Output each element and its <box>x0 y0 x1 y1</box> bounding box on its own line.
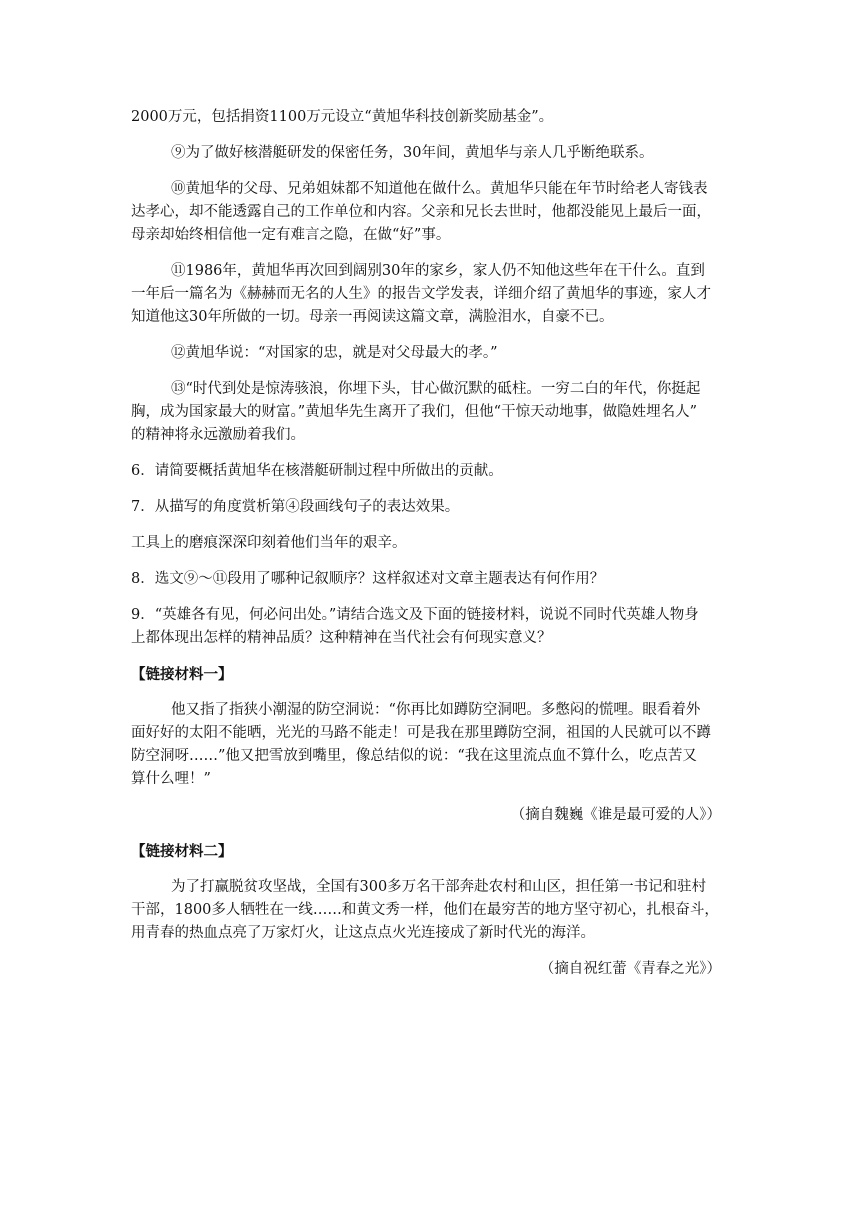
text-line: 工具上的磨痕深深印刻着他们当年的艰辛。 <box>131 535 407 551</box>
citation: （摘自祝红蕾《青春之光》） <box>539 961 721 977</box>
paragraph-9 <box>131 142 731 165</box>
text-line: 6．请简要概括黄旭华在核潜艇研制过程中所做出的贡献。 <box>131 463 503 479</box>
paragraph-12 <box>131 342 731 365</box>
text-line: 干部，1800多人牺牲在一线……和黄文秀一样，他们在最穷苦的地方坚守初心，扎根奋斗， <box>131 902 719 918</box>
text-line: 他又指了指狭小潮湿的防空洞说：“你再比如蹲防空洞吧。多憋闷的慌哩。眼看着外 <box>171 702 701 718</box>
text-line: 面好好的太阳不能晒，光光的马路不能走！可是我在那里蹲防空洞，祖国的人民就可以不蹲 <box>131 725 711 741</box>
paragraph-11 <box>131 260 731 329</box>
text-line: 母亲却始终相信他一定有难言之隐，在做“好”事。 <box>131 227 451 243</box>
section-label: 【链接材料一】 <box>131 666 233 683</box>
text-line: ⑩黄旭华的父母、兄弟姐妹都不知道他在做什么。黄旭华只能在年节时给老人寄钱表 <box>171 181 708 197</box>
section-label: 【链接材料二】 <box>131 843 233 860</box>
text-line: ⑬“时代到处是惊涛骇浪，你埋下头，甘心做沉默的砥柱。一穷二白的年代，你挺起 <box>171 381 701 397</box>
text-line: ⑪1986年，黄旭华再次回到阔别30年的家乡，家人仍不知他这些年在干什么。直到 <box>171 263 705 279</box>
question-9 <box>131 604 731 650</box>
material-2-text <box>131 876 731 945</box>
material-2-heading <box>131 840 731 863</box>
citation: （摘自魏巍《谁是最可爱的人》） <box>510 807 721 823</box>
text-line: 防空洞呀……”他又把雪放到嘴里，像总结似的说：“我在这里流点血不算什么，吃点苦又 <box>131 748 697 764</box>
question-7 <box>131 496 731 519</box>
text-line: 胸，成为国家最大的财富。”黄旭华先生离开了我们，但他“干惊天动地事，做隐姓埋名人” <box>131 404 697 420</box>
text-line: 达孝心，却不能透露自己的工作单位和内容。父亲和兄长去世时，他都没能见上最后一面， <box>131 204 711 220</box>
text-line: 2000万元，包括捐资1100万元设立“黄旭华科技创新奖励基金”。 <box>131 109 554 125</box>
text-line: 9．“英雄各有见，何必问出处。”请结合选文及下面的链接材料，说说不同时代英雄人物身 <box>131 607 699 623</box>
text-line: 知道他这30年所做的一切。母亲一再阅读这篇文章，满脸泪水，自豪不已。 <box>131 309 614 325</box>
text-line: 7．从描写的角度赏析第④段画线句子的表达效果。 <box>131 499 460 515</box>
material-1-heading <box>131 663 731 686</box>
text-line: 8．选文⑨～⑪段用了哪种记叙顺序？这样叙述对文章主题表达有何作用？ <box>131 571 605 587</box>
text-line: 算什么哩！” <box>131 771 211 787</box>
text-line: 上都体现出怎样的精神品质？这种精神在当代社会有何现实意义？ <box>131 630 552 646</box>
material-1-source <box>131 804 731 827</box>
text-line: 为了打赢脱贫攻坚战，全国有300多万名干部奔赴农村和山区，担任第一书记和驻村 <box>171 879 707 895</box>
question-8 <box>131 568 731 591</box>
text-line: 的精神将永远激励着我们。 <box>131 427 305 443</box>
text-line: ⑫黄旭华说：“对国家的忠，就是对父母最大的孝。” <box>171 345 498 361</box>
document-body <box>131 106 731 994</box>
question-6 <box>131 460 731 483</box>
material-2-source <box>131 958 731 981</box>
paragraph-13 <box>131 378 731 447</box>
text-line: 用青春的热血点亮了万家灯火，让这点点火光连接成了新时代光的海洋。 <box>131 925 595 941</box>
material-1-text <box>131 699 731 791</box>
paragraph-10 <box>131 178 731 247</box>
text-line: ⑨为了做好核潜艇研发的保密任务，30年间，黄旭华与亲人几乎断绝联系。 <box>171 145 654 161</box>
text-line: 一年后一篇名为《赫赫而无名的人生》的报告文学发表，详细介绍了黄旭华的事迹，家人才 <box>131 286 711 302</box>
question-7-quoted-sentence <box>131 532 731 555</box>
paragraph-continuation <box>131 106 731 129</box>
